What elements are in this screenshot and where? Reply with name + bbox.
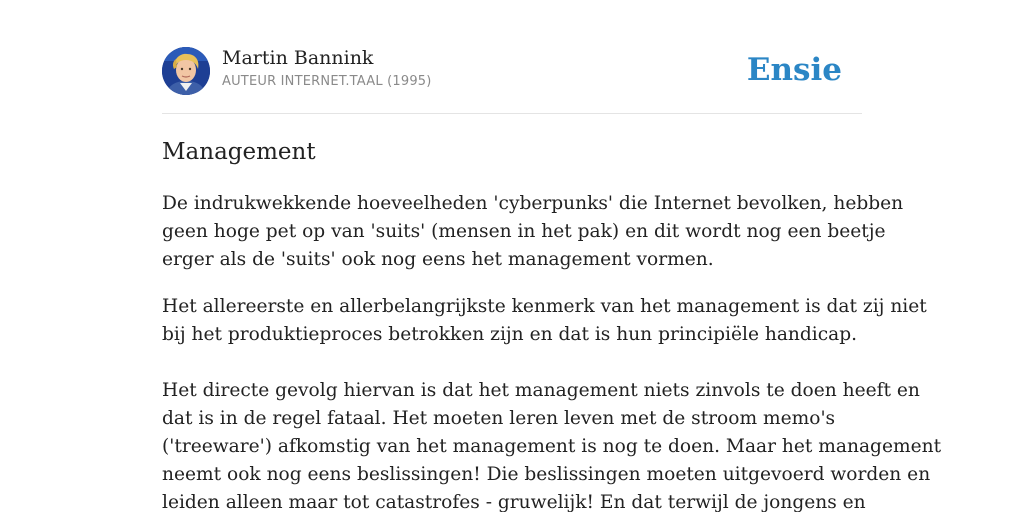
article-header (162, 46, 862, 96)
paragraph-line: De indrukwekkende hoeveelheden 'cyberpunks' die Internet bevolken, hebben (162, 193, 904, 214)
paragraph-spacer (162, 274, 864, 293)
header-divider (162, 113, 862, 114)
paragraph-line: erger als de 'suits' ook nog eens het management vormen. (162, 249, 714, 270)
paragraph-line: neemt ook nog eens beslissingen! Die beslissingen moeten uitgevoerd worden en (162, 464, 931, 485)
author-name[interactable]: Martin Bannink (222, 47, 374, 69)
paragraph-line: geen hoge pet op van 'suits' (mensen in het pak) en dit wordt nog een beetje (162, 221, 886, 242)
author-avatar[interactable] (162, 47, 210, 95)
article-title: Management (162, 139, 316, 165)
paragraph (162, 293, 927, 349)
paragraph-spacer (162, 349, 864, 377)
author-avatar-photo-icon (162, 47, 210, 95)
paragraph-line: leiden alleen maar tot catastrofes - gruwelijk! En dat terwijl de jongens en (162, 492, 866, 512)
paragraph-line: Het allereerste en allerbelangrijkste kenmerk van het management is dat zij niet (162, 296, 927, 317)
brand-logo[interactable]: Ensie (746, 52, 842, 88)
author-role: AUTEUR INTERNET.TAAL (1995) (222, 74, 432, 89)
paragraph (162, 377, 942, 512)
paragraph-line: dat is in de regel fataal. Het moeten leren leven met de stroom memo's (162, 408, 836, 429)
paragraph-line: ('treeware') afkomstig van het management is nog te doen. Maar het management (162, 436, 942, 457)
paragraph-line: bij het produktieproces betrokken zijn en dat is hun principiële handicap. (162, 324, 858, 345)
paragraph (162, 190, 904, 274)
article-page (162, 0, 942, 512)
paragraph-line: Het directe gevolg hiervan is dat het management niets zinvols te doen heeft en (162, 380, 920, 401)
article-body (162, 190, 942, 512)
